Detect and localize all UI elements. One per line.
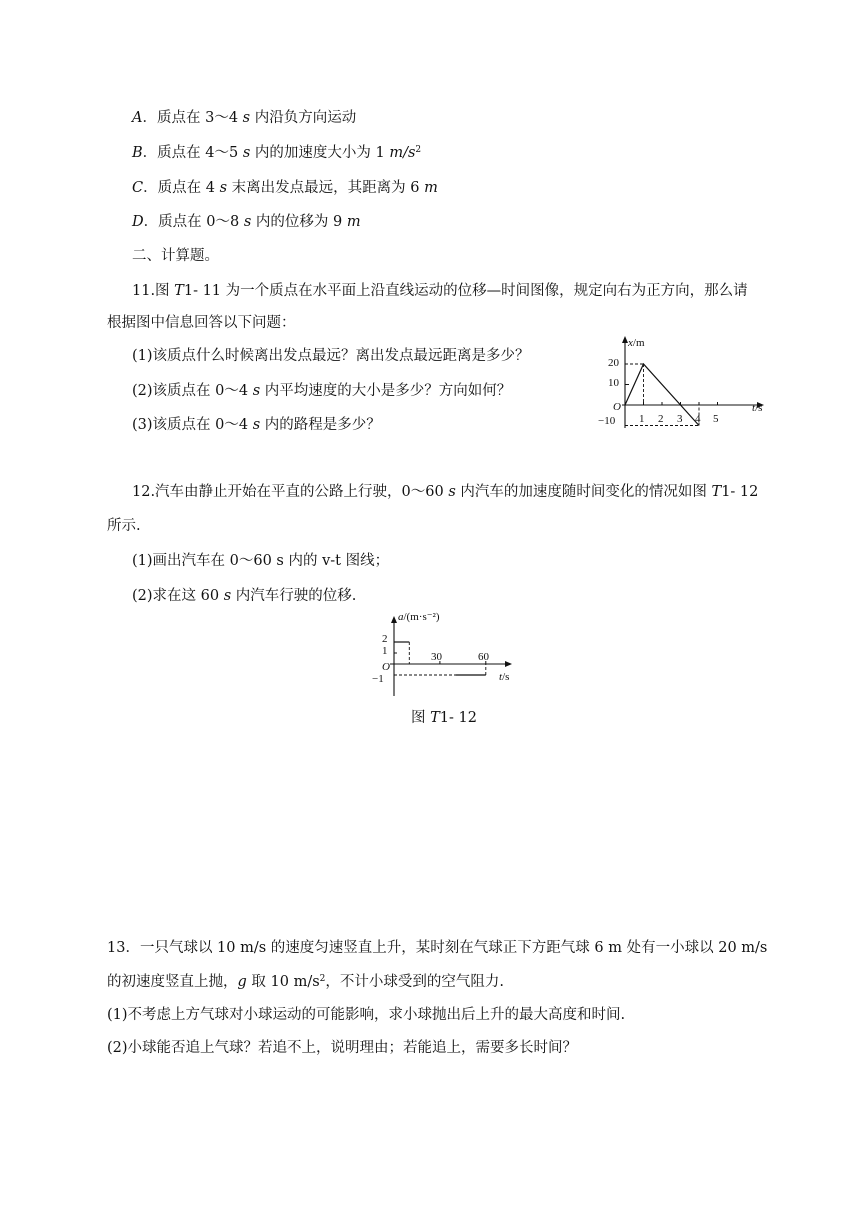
option-label: D [132, 214, 144, 230]
y-tick-label: −10 [598, 415, 616, 427]
chart-x-t [592, 330, 772, 436]
q11-intro-line2: 根据图中信息回答以下问题： [107, 315, 296, 331]
q12-intro-line2: 所示. [107, 518, 141, 534]
option-d: D．质点在 0～8 s 内的位移为 9 m [132, 214, 361, 230]
y-tick-label: 20 [608, 357, 619, 369]
x-tick-label: 1 [639, 413, 645, 425]
option-label: B [132, 145, 143, 161]
chart-a-t [366, 608, 520, 698]
option-b: B．质点在 4～5 s 内的加速度大小为 1 $m/s^2$ [132, 145, 422, 161]
y-axis-label: x/m [628, 337, 645, 349]
q12-part1: (1)画出汽车在 0～60 s 内的 v-t 图线； [132, 553, 390, 569]
q13-line1: 13．一只气球以 10 m/s 的速度匀速竖直上升，某时刻在气球正下方距气球 6 m 处有一小球以 20 m/s [107, 940, 768, 956]
x-tick-label: 2 [658, 413, 664, 425]
q13-part2: (2)小球能否追上气球？若追不上，说明理由；若能追上，需要多长时间？ [107, 1040, 578, 1056]
q12-part2: (2)求在这 60 s 内汽车行驶的位移. [132, 588, 357, 604]
x-tick-label: 3 [677, 413, 683, 425]
option-c: C．质点在 4 s 末离出发点最远，其距离为 6 m [132, 180, 438, 196]
option-label: C [132, 180, 144, 196]
q11-part3: (3)该质点在 0～4 s 内的路程是多少？ [132, 417, 381, 433]
q11-intro-line1: 11.图 T1- 11 为一个质点在水平面上沿直线运动的位移—时间图像，规定向右为正方向，那么请 [132, 283, 748, 299]
x-tick-label: 4 [695, 413, 701, 425]
figure-caption: 图 T1- 12 [411, 710, 477, 726]
q13-line2: 的初速度竖直上抛，g 取 10 $m/s^2$，不计小球受到的空气阻力. [107, 974, 504, 990]
q11-part1: (1)该质点什么时候离出发点最远？离出发点最远距离是多少？ [132, 348, 530, 364]
axes [390, 616, 512, 696]
y-axis-label: a/(m·s⁻²) [398, 611, 440, 623]
q13-part1: (1)不考虑上方气球对小球运动的可能影响，求小球抛出后上升的最大高度和时间. [107, 1007, 626, 1023]
x-tick-label: 30 [431, 651, 442, 663]
q12-intro-line1: 12.汽车由静止开始在平直的公路上行驶，0～60 s 内汽车的加速度随时间变化的情况如图 T1- 12 [132, 484, 759, 500]
section-heading: 二、计算题。 [132, 248, 219, 264]
y-tick-label: 2 [382, 633, 388, 645]
x-axis-label: t/s [499, 671, 510, 683]
origin-label: O [613, 401, 621, 413]
option-a: A．质点在 3～4 s 内沿负方向运动 [132, 110, 357, 126]
q11-part2: (2)该质点在 0～4 s 内平均速度的大小是多少？方向如何？ [132, 383, 512, 399]
x-tick-label: 5 [713, 413, 719, 425]
x-tick-label: 60 [478, 651, 489, 663]
y-tick-label: 10 [608, 377, 619, 389]
y-tick-label: −1 [372, 673, 384, 685]
origin-label: O [382, 661, 390, 673]
x-axis-label: t/s [752, 402, 763, 414]
y-tick-label: 1 [382, 645, 388, 657]
option-label: A [132, 110, 143, 126]
